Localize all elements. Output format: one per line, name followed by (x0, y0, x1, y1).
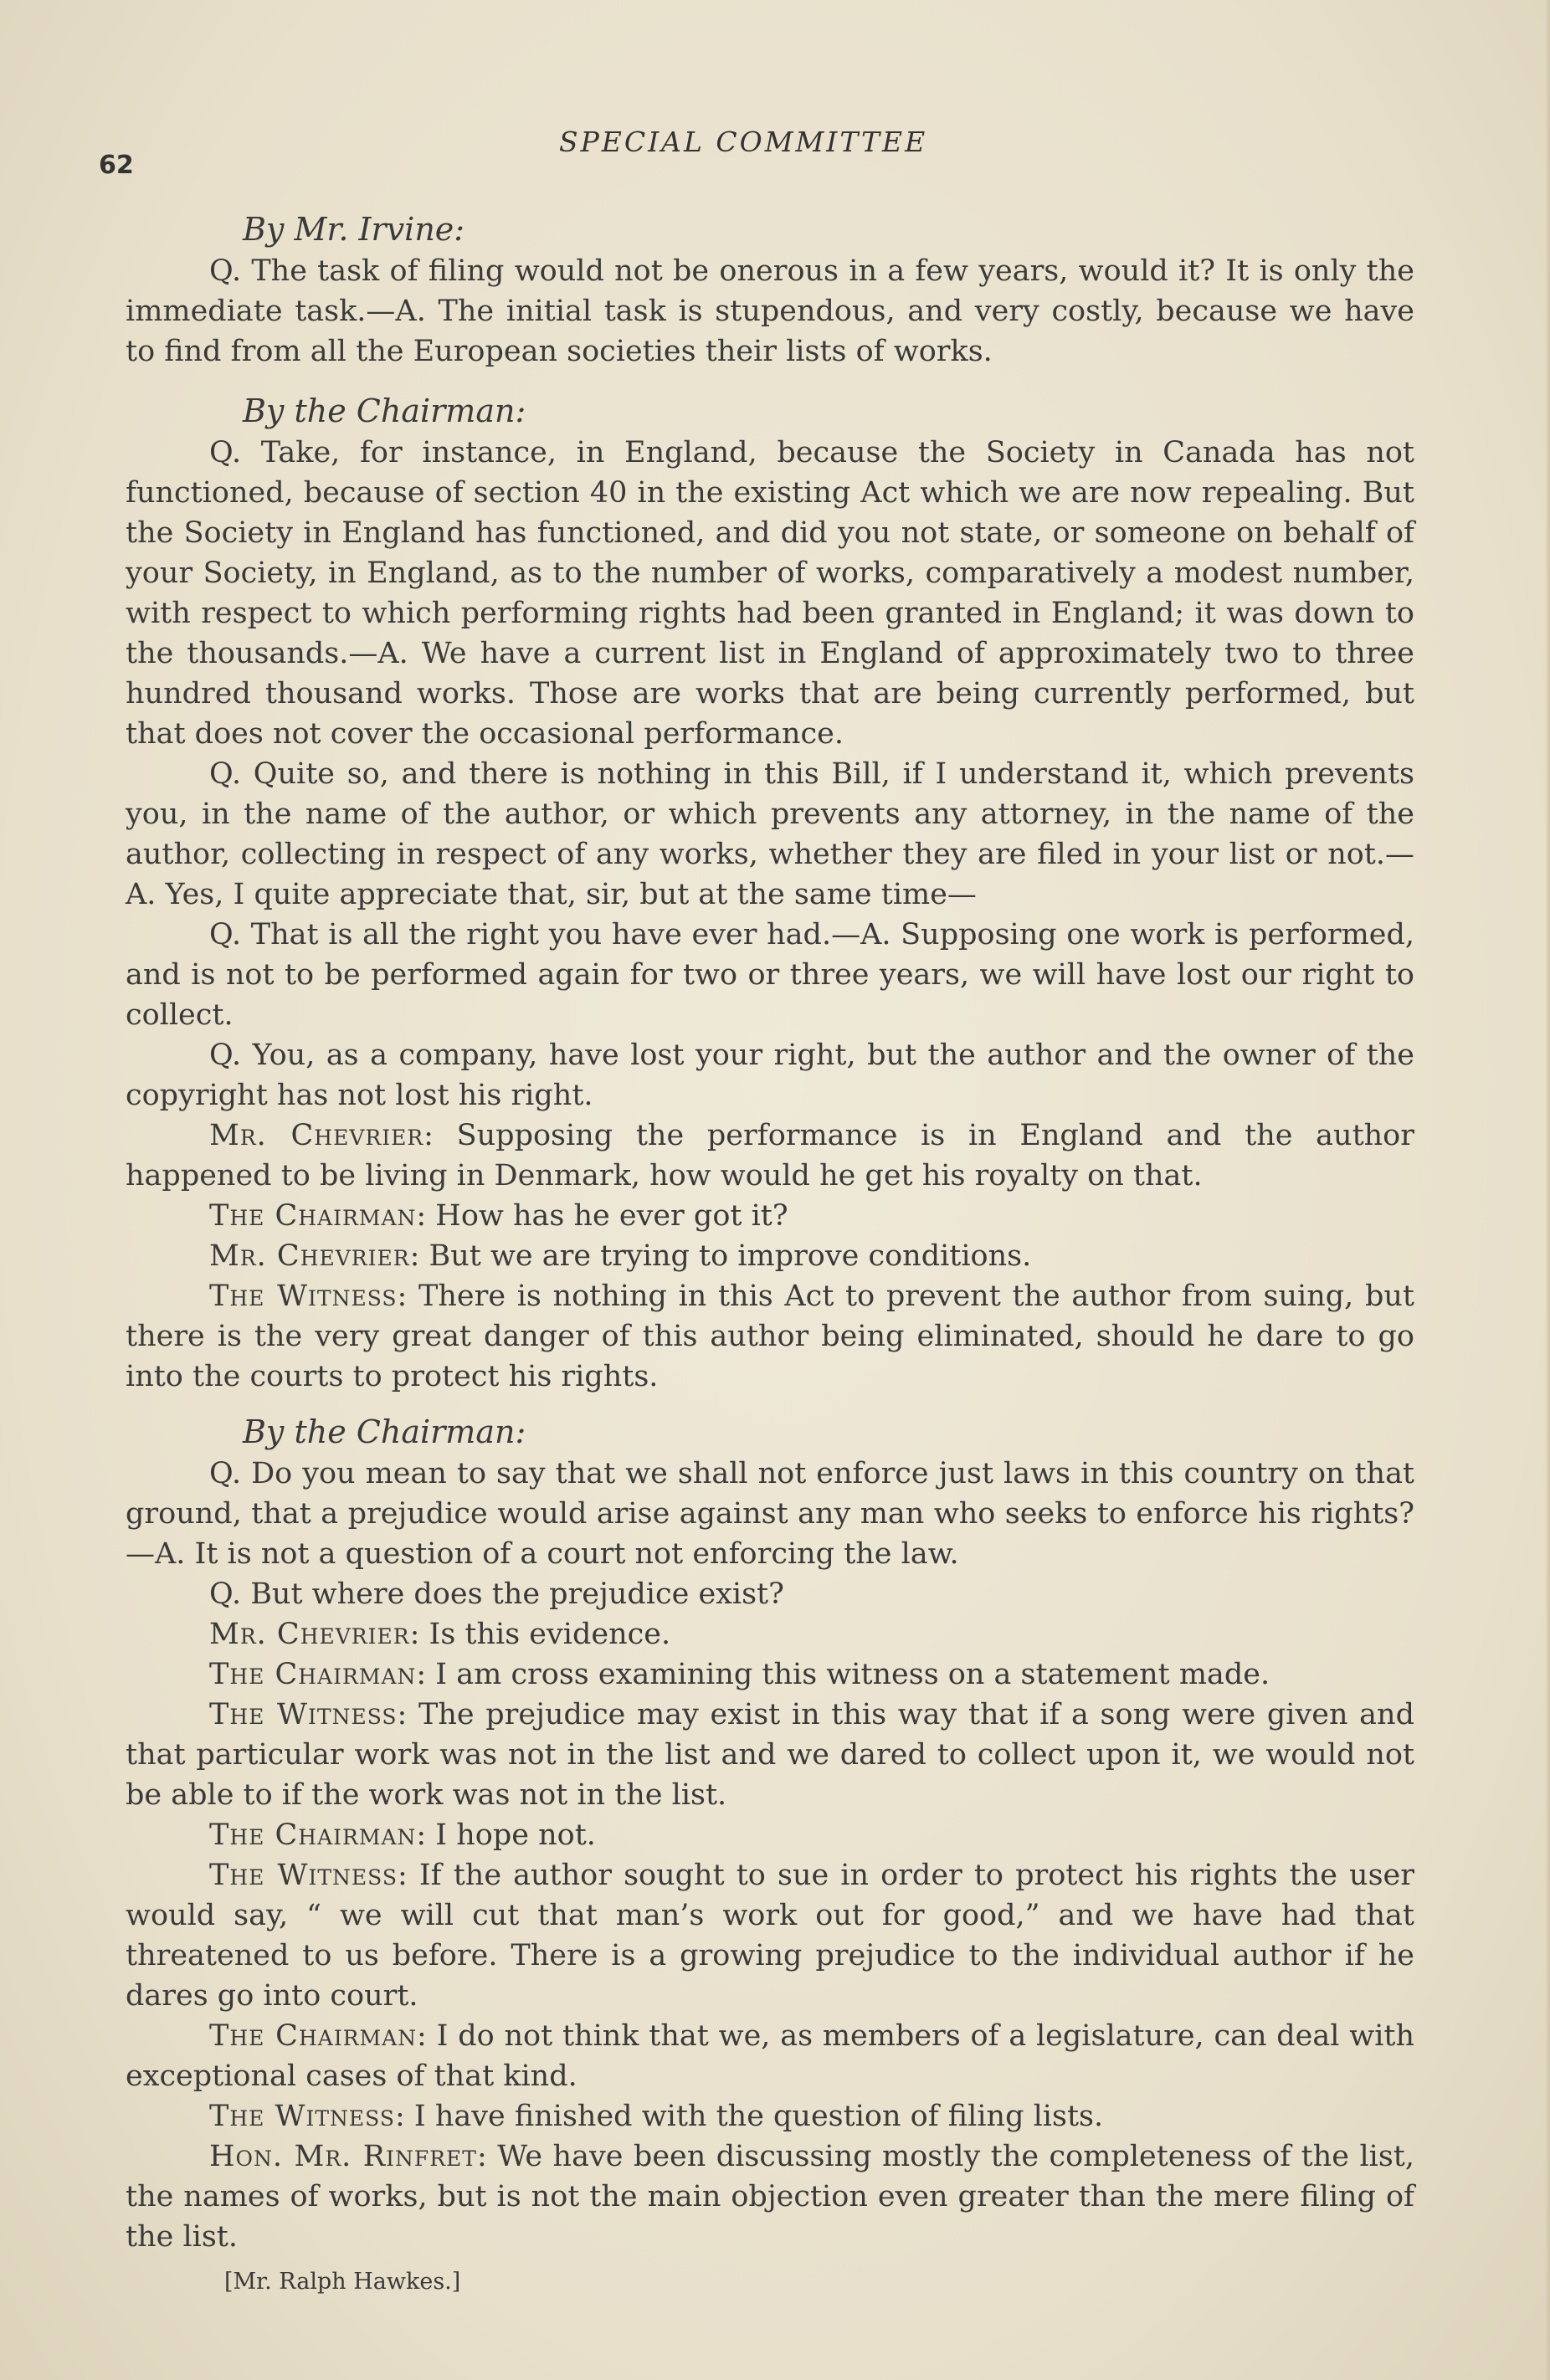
section-heading: By the Chairman: (243, 392, 526, 429)
speech-text: : If the author sought to sue in order to protect his rights the user would say, “ we will cut that man’s work out for good,” and we have had that threatened to us before. There is a growing prejudice to the individual author if he dares go into court. (126, 1859, 1415, 2013)
speech-text: : Is this evidence. (409, 1618, 671, 1651)
paragraph: Q. You, as a company, have lost your right, but the author and the owner of the copyright has not lost his right. (126, 1039, 1414, 1112)
speech-text: : There is nothing in this Act to prevent the author from suing, but there is the very great danger of this author being eliminated, should he dare to go into the courts to protect his rights. (126, 1280, 1414, 1393)
speaker-name: Mr. Chevrier (209, 1119, 424, 1152)
speaker-name: The Witness (209, 1698, 398, 1731)
speaker-paragraph (126, 1815, 1414, 1855)
speaker-name: The Witness (209, 2100, 395, 2133)
speech-text: : Supposing the performance is in England and the author happened to be living in Denmark, how would he get his royalty on that. (126, 1119, 1414, 1193)
speaker-paragraph (126, 1695, 1414, 1815)
speaker-name: The Chairman (209, 2019, 418, 2053)
speaker-paragraph (126, 2136, 1414, 2257)
speaker-name: The Witness (209, 1280, 398, 1313)
speech-text: : I hope not. (416, 1818, 596, 1852)
section-irvine (126, 208, 1414, 372)
paragraph: Q. Take, for instance, in England, because the Society in Canada has not functioned, because of section 40 in the existing Act which we are now repealing. But the Society in England has functioned, and did you not state, or someone on behalf of your Society, in England, as to the number of works, comparatively a modest number, with respect to which performing rights had been granted in England; it was down to the thousands.—A. We have a current list in England of approximately two to three hundred thousand works. Those are works that are being currently performed, but that does not cover the occasional performance. (126, 436, 1414, 751)
speaker-paragraph (126, 1116, 1414, 1196)
speaker-name: Mr. Chevrier (209, 1618, 410, 1651)
paragraph: Q. Quite so, and there is nothing in this Bill, if I understand it, which prevents you, in the name of the author, or which prevents any attorney, in the name of the author, collecting in respect of any works, whether they are filed in your list or not.—A. Yes, I quite appreciate that, sir, but at the same time— (126, 757, 1414, 911)
speaker-name: The Chairman (209, 1199, 417, 1233)
page-number: 62 (99, 151, 134, 180)
speech-text: : But we are trying to improve conditions. (409, 1239, 1032, 1273)
speech-text: : How has he ever got it? (416, 1199, 788, 1233)
speaker-paragraph (126, 1855, 1414, 2016)
speaker-paragraph (126, 1276, 1414, 1397)
section-chairman-1 (126, 389, 1414, 1397)
speaker-name: The Chairman (209, 1658, 417, 1691)
speaker-paragraph (126, 2016, 1414, 2096)
paragraph: Q. Do you mean to say that we shall not enforce just laws in this country on that ground, that a prejudice would arise against any man who seeks to enforce his rights?—A. It is not a question of a court not enforcing the law. (126, 1457, 1414, 1571)
section-heading: By the Chairman: (243, 1413, 526, 1450)
section-chairman-2 (126, 1410, 1414, 2299)
speaker-name: Mr. Chevrier (209, 1239, 410, 1273)
paragraph: Q. That is all the right you have ever had.—A. Supposing one work is performed, and is not to be performed again for two or three years, we will have lost our right to collect. (126, 918, 1414, 1032)
speech-text: : The prejudice may exist in this way that if a song were given and that particular work was not in the list and we dared to collect upon it, we would not be able to if the work was not in the list. (126, 1698, 1414, 1812)
speech-text: : I am cross examining this witness on a statement made. (416, 1658, 1270, 1691)
page-edge-shadow (1545, 0, 1550, 2380)
paragraph: Q. But where does the prejudice exist? (209, 1577, 784, 1611)
section-heading: By Mr. Irvine: (243, 211, 465, 248)
speaker-paragraph (126, 2096, 1414, 2136)
speaker-paragraph (126, 1614, 1414, 1654)
speaker-paragraph (126, 1236, 1414, 1276)
speaker-name: Hon. Mr. Rinfret (209, 2140, 477, 2173)
speaker-paragraph (126, 1196, 1414, 1236)
paragraph: Q. The task of filing would not be onerous in a few years, would it? It is only the immediate task.—A. The initial task is stupendous, and very costly, because we have to find from all the European societies their lists of works. (126, 254, 1414, 368)
speaker-name: The Witness (209, 1859, 398, 1892)
running-head: SPECIAL COMMITTEE (559, 126, 928, 158)
speaker-name: The Chairman (209, 1818, 417, 1852)
speech-text: : I do not think that we, as members of a legislature, can deal with exceptional cases of that kind. (126, 2019, 1414, 2093)
bracket-note: [Mr. Ralph Hawkes.] (224, 2269, 461, 2295)
speaker-paragraph (126, 1654, 1414, 1695)
speech-text: : I have finished with the question of filing lists. (394, 2100, 1104, 2133)
speech-text: : We have been discussing mostly the completeness of the list, the names of works, but is not the main objection even greater than the mere filing of the list. (126, 2140, 1414, 2254)
